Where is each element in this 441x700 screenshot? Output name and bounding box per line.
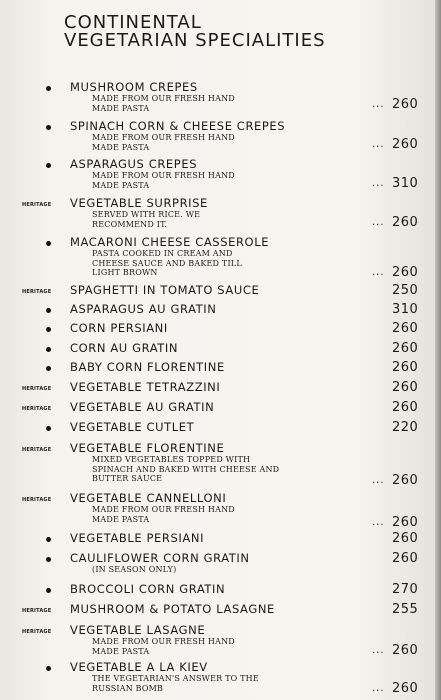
menu-item-description-line: MADE PASTA — [92, 514, 150, 524]
menu-item-price: 260 — [392, 515, 419, 530]
menu-item-name: SPAGHETTI IN TOMATO SAUCE — [70, 283, 260, 297]
menu-item-description-line: THE VEGETARIAN'S ANSWER TO THE — [92, 674, 259, 683]
menu-item-name: ASPARAGUS AU GRATIN — [70, 302, 217, 316]
menu-item-description-line: BUTTER SAUCE — [92, 474, 163, 483]
menu-item-price: 260 — [392, 551, 419, 566]
menu-item-price: 270 — [392, 582, 419, 597]
heritage-badge: HERITAGE — [22, 629, 52, 635]
menu-item-price: 260 — [392, 400, 419, 415]
menu-item-price: 250 — [392, 283, 419, 298]
menu-item-name: VEGETABLE CANNELLONI — [70, 491, 227, 505]
menu-item-description — [92, 133, 235, 152]
menu-item-description-line: MADE PASTA — [92, 180, 150, 190]
menu-item-name: ASPARAGUS CREPES — [70, 157, 198, 171]
menu-item-description-line: MADE PASTA — [92, 103, 150, 113]
menu-item-description — [92, 674, 259, 693]
price-leader-dots: ... — [372, 683, 385, 694]
menu-item-name: VEGETABLE CUTLET — [70, 420, 195, 434]
menu-item-price: 310 — [392, 302, 419, 317]
bullet-icon — [46, 241, 51, 246]
section-title-line-2: VEGETARIAN SPECIALITIES — [64, 30, 326, 51]
menu-item-price: 260 — [392, 473, 419, 488]
heritage-badge: HERITAGE — [22, 386, 52, 392]
menu-item-description-line: MADE FROM OUR FRESH HAND — [92, 505, 235, 514]
menu-item-name: VEGETABLE SURPRISE — [70, 196, 208, 210]
menu-item-price: 260 — [392, 97, 419, 112]
menu-item-description — [92, 565, 176, 575]
menu-item-description-line: SERVED WITH RICE. WE — [92, 210, 201, 219]
menu-item-price: 260 — [392, 360, 419, 375]
menu-item-name: CORN PERSIANI — [70, 321, 168, 335]
menu-item-description-line: LIGHT BROWN — [92, 268, 158, 277]
menu-item-description — [92, 637, 235, 656]
menu-item-description-line: MADE FROM OUR FRESH HAND — [92, 133, 235, 142]
menu-item-price: 260 — [392, 321, 419, 336]
price-leader-dots: ... — [372, 99, 385, 110]
menu-item-description-line: MADE PASTA — [92, 646, 150, 656]
bullet-icon — [46, 537, 51, 542]
price-leader-dots: ... — [372, 139, 385, 150]
bullet-icon — [46, 588, 51, 593]
menu-item-name: SPINACH CORN & CHEESE CREPES — [70, 119, 286, 133]
bullet-icon — [46, 366, 51, 371]
menu-item-name: BROCCOLI CORN GRATIN — [70, 582, 226, 596]
bullet-icon — [46, 308, 51, 313]
page-edge-shadow — [435, 0, 441, 700]
price-leader-dots: ... — [372, 517, 385, 528]
bullet-icon — [46, 426, 51, 431]
menu-item-name: MUSHROOM CREPES — [70, 80, 198, 94]
menu-item-price: 260 — [392, 215, 419, 230]
menu-item-description-line: RECOMMEND IT. — [92, 219, 168, 229]
price-leader-dots: ... — [372, 217, 385, 228]
menu-item-price: 260 — [392, 137, 419, 152]
menu-item-name: VEGETABLE FLORENTINE — [70, 441, 225, 455]
menu-item-price: 255 — [392, 602, 419, 617]
menu-item-name: BABY CORN FLORENTINE — [70, 360, 225, 374]
menu-item-description-line: MADE FROM OUR FRESH HAND — [92, 171, 235, 180]
menu-item-description-line: MIXED VEGETABLES TOPPED WITH — [92, 455, 251, 464]
bullet-icon — [46, 347, 51, 352]
menu-item-description-line: (IN SEASON ONLY) — [92, 565, 177, 574]
menu-item-name: VEGETABLE LASAGNE — [70, 623, 206, 637]
menu-item-description-line: MADE PASTA — [92, 142, 150, 152]
menu-item-name: VEGETABLE TETRAZZINI — [70, 380, 221, 394]
menu-item-name: MUSHROOM & POTATO LASAGNE — [70, 602, 275, 616]
menu-item-price: 260 — [392, 681, 419, 696]
section-title — [64, 14, 326, 50]
menu-item-description-line: RUSSIAN BOMB — [92, 683, 164, 693]
menu-item-description — [92, 210, 200, 229]
heritage-badge: HERITAGE — [22, 608, 52, 614]
bullet-icon — [46, 666, 51, 671]
menu-item-description-line: PASTA COOKED IN CREAM AND — [92, 249, 233, 258]
menu-item-name: CAULIFLOWER CORN GRATIN — [70, 551, 250, 565]
menu-item-name: VEGETABLE PERSIANI — [70, 531, 205, 545]
menu-item-description — [92, 171, 235, 190]
menu-item-description — [92, 94, 235, 113]
menu-item-description-line: MADE FROM OUR FRESH HAND — [92, 94, 235, 103]
heritage-badge: HERITAGE — [22, 289, 52, 295]
price-leader-dots: ... — [372, 645, 385, 656]
menu-item-description — [92, 455, 279, 484]
price-leader-dots: ... — [372, 178, 385, 189]
bullet-icon — [46, 557, 51, 562]
heritage-badge: HERITAGE — [22, 406, 52, 412]
menu-item-name: CORN AU GRATIN — [70, 341, 179, 355]
heritage-badge: HERITAGE — [22, 497, 52, 503]
price-leader-dots: ... — [372, 475, 385, 486]
menu-item-price: 310 — [392, 176, 419, 191]
menu-item-price: 220 — [392, 420, 419, 435]
bullet-icon — [46, 163, 51, 168]
heritage-badge: HERITAGE — [22, 202, 52, 208]
menu-item-price: 260 — [392, 265, 419, 280]
menu-item-name: VEGETABLE A LA KIEV — [70, 660, 208, 674]
menu-item-description-line: CHEESE SAUCE AND BAKED TILL — [92, 258, 242, 268]
bullet-icon — [46, 86, 51, 91]
menu-item-price: 260 — [392, 643, 419, 658]
bullet-icon — [46, 125, 51, 130]
menu-item-description-line: SPINACH AND BAKED WITH CHEESE AND — [92, 464, 280, 474]
menu-item-description — [92, 249, 242, 278]
menu-item-name: VEGETABLE AU GRATIN — [70, 400, 215, 414]
heritage-badge: HERITAGE — [22, 447, 52, 453]
menu-item-price: 260 — [392, 531, 419, 546]
menu-item-description — [92, 505, 235, 524]
menu-item-name: MACARONI CHEESE CASSEROLE — [70, 235, 270, 249]
price-leader-dots: ... — [372, 267, 385, 278]
menu-item-description-line: MADE FROM OUR FRESH HAND — [92, 637, 235, 646]
menu-item-price: 260 — [392, 341, 419, 356]
section-title-line-1: CONTINENTAL — [64, 12, 202, 33]
menu-item-price: 260 — [392, 380, 419, 395]
bullet-icon — [46, 327, 51, 332]
